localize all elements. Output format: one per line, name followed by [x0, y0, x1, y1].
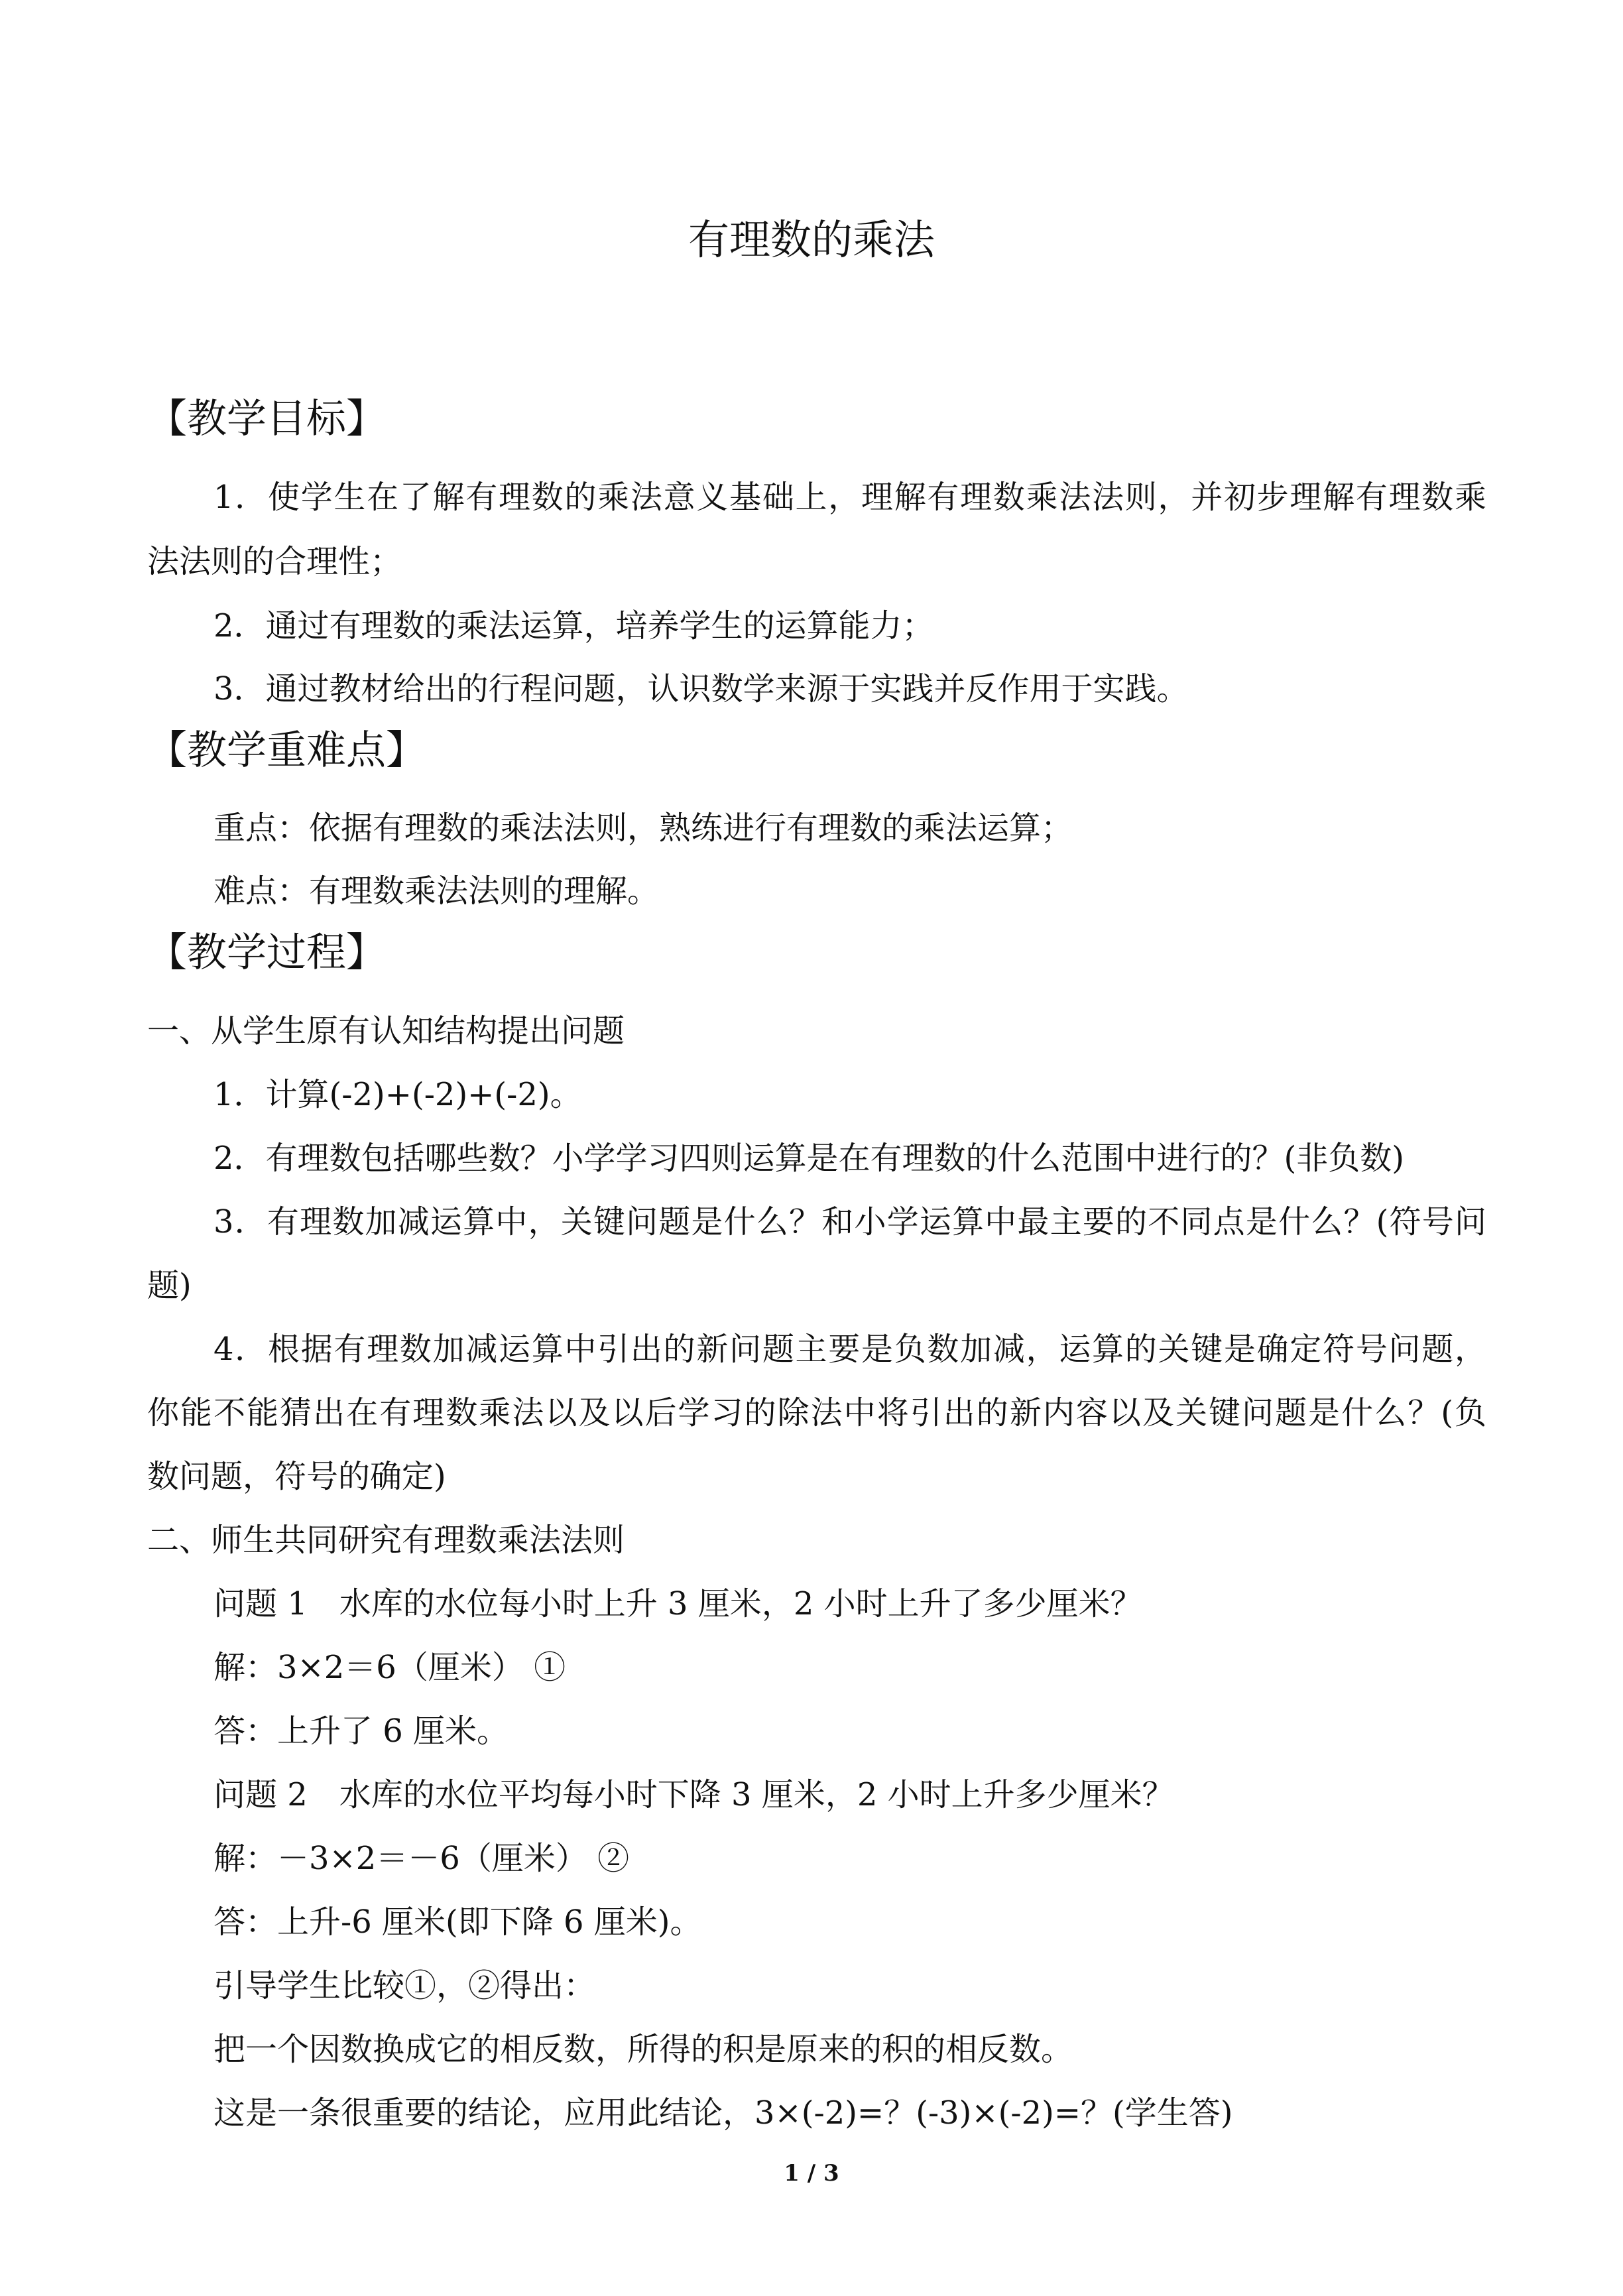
difficulty-point: 难点：有理数乘法法则的理解。 — [213, 873, 660, 910]
objective-3: 3．通过教材给出的行程问题，认识数学来源于实践并反作用于实践。 — [213, 670, 1189, 707]
focus-point: 重点：依据有理数的乘法法则，熟练进行有理数的乘法运算； — [213, 810, 1073, 847]
question-4-line-2: 你能不能猜出在有理数乘法以及以后学习的除法中将引出的新内容以及关键问题是什么？(负 — [147, 1394, 1486, 1431]
solution-2: 解：－3×2＝－6（厘米） ② — [213, 1840, 630, 1877]
objective-1-line-1: 1．使学生在了解有理数的乘法意义基础上，理解有理数乘法法则，并初步理解有理数乘 — [213, 479, 1486, 516]
question-3-line-1: 3．有理数加减运算中，关键问题是什么？和小学运算中最主要的不同点是什么？(符号问 — [213, 1203, 1486, 1240]
problem-2: 问题 2 水库的水位平均每小时下降 3 厘米，2 小时上升多少厘米？ — [213, 1776, 1174, 1813]
solution-1: 解：3×2＝6（厘米） ① — [213, 1649, 566, 1686]
problem-1: 问题 1 水库的水位每小时上升 3 厘米，2 小时上升了多少厘米？ — [213, 1585, 1142, 1622]
question-3-line-2: 题) — [147, 1267, 192, 1304]
answer-2: 答：上升-6 厘米(即下降 6 厘米)。 — [213, 1903, 702, 1941]
key-points-heading: 【教学重难点】 — [147, 727, 426, 774]
question-4-line-1: 4．根据有理数加减运算中引出的新问题主要是负数加减，运算的关键是确定符号问题， — [213, 1331, 1486, 1368]
process-heading: 【教学过程】 — [147, 930, 386, 976]
conclusion: 把一个因数换成它的相反数，所得的积是原来的积的相反数。 — [213, 2031, 1073, 2068]
page-title: 有理数的乘法 — [688, 215, 935, 264]
compare-prompt: 引导学生比较①，②得出： — [213, 1967, 596, 2004]
part-2-title: 二、师生共同研究有理数乘法法则 — [147, 1522, 625, 1559]
page-number: 1 / 3 — [784, 2160, 839, 2187]
objectives-heading: 【教学目标】 — [147, 396, 386, 442]
objective-2: 2．通过有理数的乘法运算，培养学生的运算能力； — [213, 607, 934, 644]
question-2: 2．有理数包括哪些数？小学学习四则运算是在有理数的什么范围中进行的？(非负数) — [213, 1140, 1404, 1177]
answer-1: 答：上升了 6 厘米。 — [213, 1713, 509, 1750]
question-1: 1．计算(-2)+(-2)+(-2)。 — [213, 1076, 582, 1113]
apply-conclusion: 这是一条很重要的结论，应用此结论，3×(-2)=？(-3)×(-2)=？(学生答) — [213, 2094, 1233, 2132]
question-4-line-3: 数问题，符号的确定) — [147, 1458, 446, 1495]
part-1-title: 一、从学生原有认知结构提出问题 — [147, 1012, 625, 1050]
objective-1-line-2: 法法则的合理性； — [147, 543, 402, 580]
